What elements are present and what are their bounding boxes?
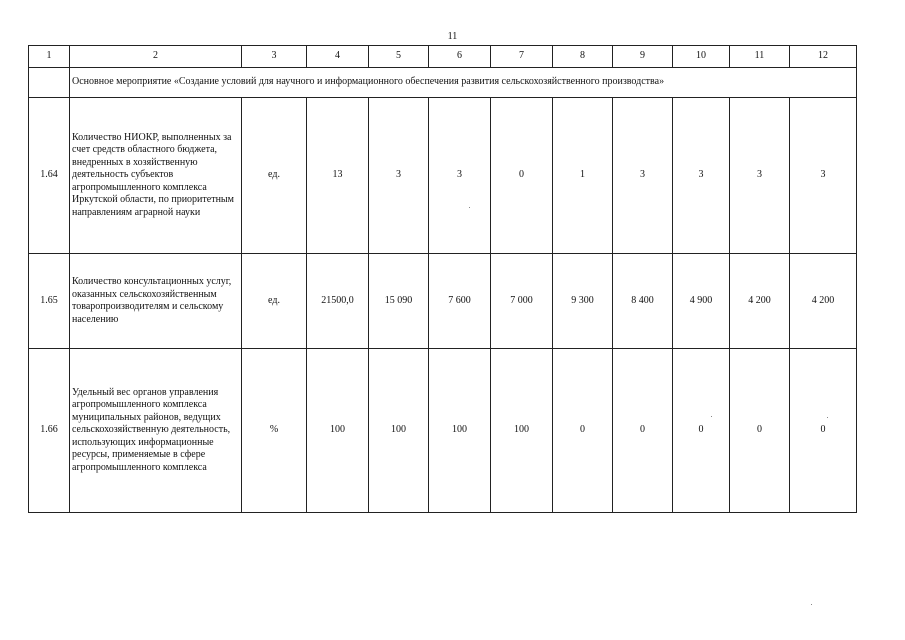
section-row	[29, 68, 857, 98]
column-header: 7	[491, 46, 553, 68]
value-cell: 7 000	[491, 254, 553, 349]
column-header: 5	[369, 46, 429, 68]
value-cell: 0	[491, 98, 553, 254]
value-cell: 3	[369, 98, 429, 254]
value-cell: 9 300	[553, 254, 613, 349]
value-cell: 100	[369, 349, 429, 513]
value-cell: 13	[307, 98, 369, 254]
value-cell: 0	[790, 349, 857, 513]
value-cell: 3	[730, 98, 790, 254]
value-cell: 21500,0	[307, 254, 369, 349]
value-cell: 4 200	[730, 254, 790, 349]
value-cell: 8 400	[613, 254, 673, 349]
column-header: 2	[70, 46, 242, 68]
column-header: 12	[790, 46, 857, 68]
row-number: 1.65	[29, 254, 70, 349]
value-cell: 3	[613, 98, 673, 254]
value-cell: 0	[613, 349, 673, 513]
column-header: 1	[29, 46, 70, 68]
scan-speck	[827, 417, 828, 418]
value-cell: 4 900	[673, 254, 730, 349]
value-cell: 3	[790, 98, 857, 254]
value-cell: 15 090	[369, 254, 429, 349]
value-cell: 100	[307, 349, 369, 513]
page-number: 11	[447, 31, 458, 42]
unit-cell: %	[242, 349, 307, 513]
value-cell: 0	[730, 349, 790, 513]
indicators-table	[28, 45, 857, 513]
column-header: 4	[307, 46, 369, 68]
value-cell: 0	[673, 349, 730, 513]
section-title: Основное мероприятие «Создание условий для научного и информационного обеспечения развития сельскохозяйственного производства»	[70, 68, 857, 98]
indicator-name: Удельный вес органов управления агропромышленного комплекса муниципальных районов, ведущих сельскохозяйственную деятельность, использующих информационные ресурсы, применяемые в сфере агропромышленного комплекса	[70, 349, 242, 513]
section-number-cell	[29, 68, 70, 98]
value-cell: 1	[553, 98, 613, 254]
row-number: 1.64	[29, 98, 70, 254]
column-header: 6	[429, 46, 491, 68]
indicator-name: Количество НИОКР, выполненных за счет средств областного бюджета, внедренных в хозяйственную деятельность субъектов агропромышленного комплекса Иркутской области, по приоритетным направлениям аграрной науки	[70, 98, 242, 254]
unit-cell: ед.	[242, 254, 307, 349]
value-cell: 100	[429, 349, 491, 513]
value-cell: 3	[673, 98, 730, 254]
indicator-name: Количество консультационных услуг, оказанных сельскохозяйственным товаропроизводителям и сельскому населению	[70, 254, 242, 349]
scan-speck	[711, 416, 712, 417]
unit-cell: ед.	[242, 98, 307, 254]
column-header: 8	[553, 46, 613, 68]
value-cell: 100	[491, 349, 553, 513]
column-header: 10	[673, 46, 730, 68]
table-row	[29, 349, 857, 513]
value-cell: 3	[429, 98, 491, 254]
value-cell: 0	[553, 349, 613, 513]
scan-speck	[811, 604, 812, 605]
value-cell: 4 200	[790, 254, 857, 349]
table-row	[29, 98, 857, 254]
scan-speck	[469, 207, 470, 208]
table-row	[29, 254, 857, 349]
value-cell: 7 600	[429, 254, 491, 349]
column-header: 9	[613, 46, 673, 68]
row-number: 1.66	[29, 349, 70, 513]
column-header: 11	[730, 46, 790, 68]
column-numbers-row	[29, 46, 857, 68]
column-header: 3	[242, 46, 307, 68]
